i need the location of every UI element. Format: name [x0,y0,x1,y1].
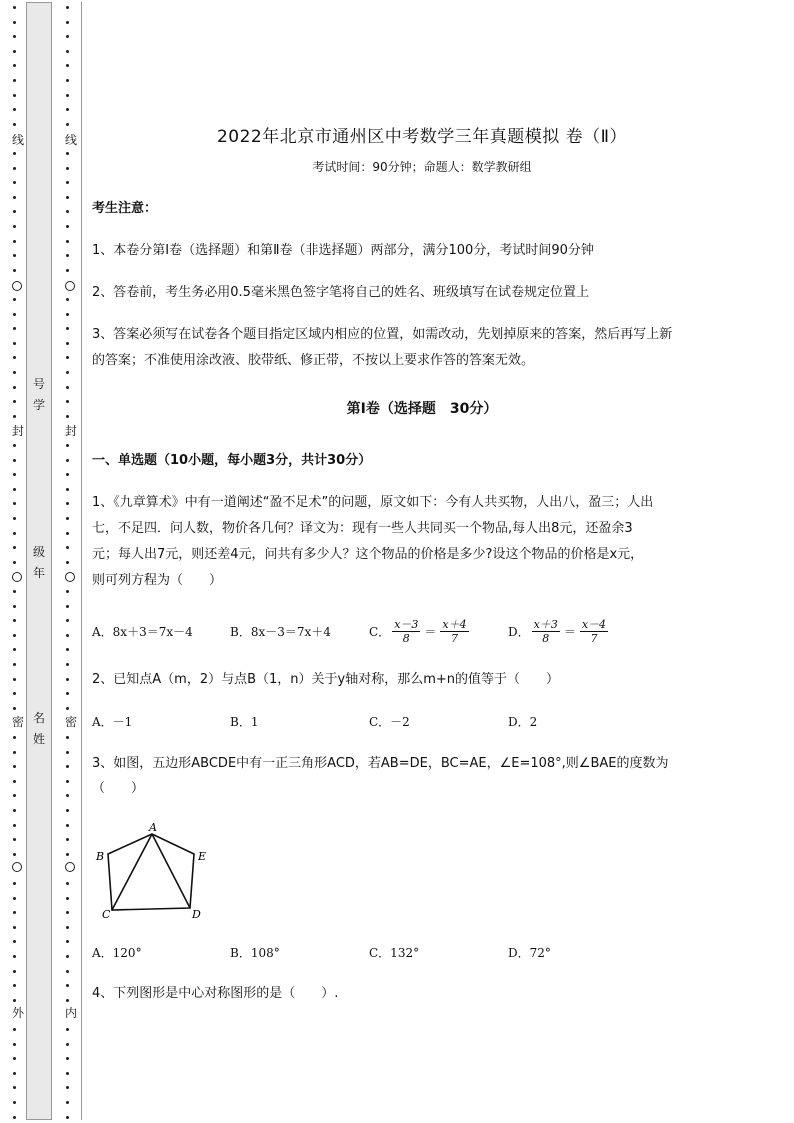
left-dot [13,809,16,812]
left-dot [13,415,16,418]
right-mark-6: 内 [62,1006,80,1020]
right-dot [66,751,69,754]
section-title: 第Ⅰ卷（选择题 30分） [346,401,498,417]
right-dot [66,940,69,943]
fraction-numerator: x＋3 [533,617,558,631]
q2-text: 2、已知点A（m，2）与点B（1，n）关于y轴对称，那么m+n的值等于（ ） [92,672,560,687]
page-subtitle: 考试时间：90分钟；命题人：数学教研组 [312,160,532,174]
left-dot [13,371,16,374]
left-dot [13,94,16,97]
part-heading: 一、单选题（10小题，每小题3分，共计30分） [92,453,372,468]
left-dot [13,794,16,797]
left-mark-6: 外 [9,1006,27,1020]
fraction-numerator: x－4 [581,617,607,631]
q3-option-b[interactable]: B．108° [230,945,280,960]
right-dot [66,386,69,389]
right-dot [66,196,69,199]
q1-option-a[interactable] [92,616,193,646]
right-dot [66,1101,69,1104]
left-dot [13,35,16,38]
left-dot [13,619,16,622]
q2-option-a[interactable]: A．－1 [92,714,133,729]
right-dot [66,210,69,213]
vertex-label-b: B [96,850,105,863]
left-dot [13,225,16,228]
q2-option-d[interactable]: D．2 [508,714,538,729]
right-dot [66,415,69,418]
left-dot [13,692,16,695]
right-dot [66,181,69,184]
right-dot [66,240,69,243]
left-dot [13,853,16,856]
left-dot [13,561,16,564]
left-mark-2: 封 [9,424,27,438]
left-dot [13,240,16,243]
right-circle-mark [65,572,75,582]
vertex-label-e: E [198,850,207,863]
q3-line-2: （ ） [92,781,145,796]
left-dot [13,736,16,739]
right-mark-4: 密 [62,715,80,729]
q1-option-d-fraction-right [580,618,608,645]
right-dot [66,502,69,505]
fraction-numerator: x＋4 [442,617,467,631]
right-dot [66,167,69,170]
left-dot [13,882,16,885]
right-dot [66,356,69,359]
left-dot [13,181,16,184]
left-dot [13,21,16,24]
right-dot [66,765,69,768]
left-dot [13,459,16,462]
left-dot [13,196,16,199]
right-dot [66,926,69,929]
left-dot [13,473,16,476]
q3-line-1: 3、如图，五边形ABCDE中有一正三角形ACD，若AB=DE，BC=AE，∠E=108°,则∠BAE的度数为 [92,756,669,771]
pentagon-figure [92,818,212,922]
right-dot [66,590,69,593]
right-dot [66,1043,69,1046]
q3-option-c[interactable]: C．132° [369,945,420,960]
right-dot [66,152,69,155]
notice-heading: 考生注意： [92,201,158,216]
right-circle-mark [65,862,75,872]
left-dot [13,1101,16,1104]
right-dot [66,1086,69,1089]
left-dot [13,108,16,111]
left-dot [13,1043,16,1046]
left-dot [13,254,16,257]
right-dot [66,298,69,301]
left-dot [13,590,16,593]
left-dot [13,970,16,973]
triangle-side-ad [152,834,190,908]
left-mark-4: 密 [9,715,27,729]
binding-strip [26,2,52,1120]
label-xue: 学 [32,398,45,412]
left-dot [13,707,16,710]
right-dot [66,21,69,24]
left-dot [13,386,16,389]
triangle-side-ac [112,834,152,910]
left-dot [13,298,16,301]
right-dot [66,1116,69,1119]
right-dot [66,1072,69,1075]
left-dot [13,663,16,666]
left-circle-mark [12,862,22,872]
q2-option-b[interactable]: B．1 [230,714,259,729]
right-dot [66,79,69,82]
left-dot [13,167,16,170]
left-dot [13,356,16,359]
right-dot [66,371,69,374]
right-dot [66,517,69,520]
vertex-label-a: A [149,821,157,834]
right-dot [66,64,69,67]
notice-item-3-cont: 的答案；不准使用涂改液、胶带纸、修正带，不按以上要求作答的答案无效。 [92,353,535,368]
left-dot [13,780,16,783]
right-dot [66,663,69,666]
right-mark-0: 线 [62,133,80,147]
label-xing: 姓 [32,732,45,746]
pentagon-outline [108,834,194,910]
left-mark-0: 线 [9,133,27,147]
q1-option-c[interactable] [369,616,471,646]
left-dot [13,634,16,637]
label-hao: 号 [32,377,45,391]
left-dot [13,605,16,608]
left-circle-mark [12,572,22,582]
right-dot [66,692,69,695]
left-dot [13,648,16,651]
q3-option-d[interactable]: D．72° [508,945,551,960]
right-dot [66,1057,69,1060]
left-dot [13,940,16,943]
notice-item-2: 2、答卷前，考生务必用0.5毫米黑色签字笔将自己的姓名、班级填写在试卷规定位置上 [92,285,589,300]
right-dot [66,853,69,856]
notice-item-1: 1、本卷分第I卷（选择题）和第Ⅱ卷（非选择题）两部分，满分100分，考试时间90分钟 [92,243,594,258]
left-dot [13,152,16,155]
right-dot [66,824,69,827]
right-dot [66,955,69,958]
q1-option-d-label: D． [508,624,530,639]
left-dot [13,269,16,272]
q1-options [92,616,752,646]
q2-options [92,706,752,736]
left-dot [13,210,16,213]
q1-line-3: 元；每人出7元，则还差4元，问共有多少人？这个物品的价格是多少?设这个物品的价格是x元， [92,547,644,562]
q1-option-d[interactable] [508,616,610,646]
right-dot [66,561,69,564]
right-dot [66,35,69,38]
left-dot [13,400,16,403]
right-dot [66,736,69,739]
right-circle-mark [65,281,75,291]
right-dot [66,6,69,9]
right-dot [66,50,69,53]
q1-option-b-text: B．8x－3＝7x＋4 [230,624,331,639]
left-dot [13,342,16,345]
left-dot [13,502,16,505]
right-dot [66,123,69,126]
left-circle-mark [12,281,22,291]
right-dot [66,400,69,403]
q1-option-a-text: A．8x＋3＝7x－4 [92,624,193,639]
left-dot [13,751,16,754]
q1-line-4: 则可列方程为（ ） [92,573,223,588]
q1-option-d-fraction-left [532,618,560,645]
page-title: 2022年北京市通州区中考数学三年真题模拟 卷（Ⅱ） [216,127,628,147]
left-dot [13,911,16,914]
binding-outer-line [81,2,82,1120]
right-dot [66,94,69,97]
left-dot [13,999,16,1002]
right-dot [66,707,69,710]
right-dot [66,254,69,257]
fraction-numerator: x－3 [394,617,419,631]
left-dot [13,897,16,900]
q1-option-c-fraction-left [392,618,420,645]
left-dot [13,488,16,491]
binding-dots-left [13,0,23,1123]
left-dot [13,64,16,67]
right-dot [66,605,69,608]
right-dot [66,648,69,651]
q1-option-c-fraction-right [440,618,468,645]
left-dot [13,50,16,53]
left-dot [13,444,16,447]
right-dot [66,809,69,812]
left-dot [13,984,16,987]
right-dot [66,970,69,973]
notice-item-3: 3、答案必须写在试卷各个题目指定区域内相应的位置，如需改动，先划掉原来的答案，然后再写上新 [92,327,673,342]
right-dot [66,678,69,681]
left-dot [13,6,16,9]
left-dot [13,1086,16,1089]
vertex-label-c: C [102,908,111,921]
q2-option-c[interactable]: C．－2 [369,714,410,729]
left-dot [13,546,16,549]
right-dot [66,882,69,885]
right-dot [66,108,69,111]
right-dot [66,327,69,330]
fraction-denominator: 7 [451,631,458,645]
fraction-denominator: 8 [402,631,410,645]
left-dot [13,824,16,827]
left-dot [13,532,16,535]
equals-sign: ＝ [563,624,576,639]
label-ji: 级 [32,545,45,559]
q3-option-a[interactable]: A．120° [92,945,142,960]
left-dot [13,838,16,841]
left-dot [13,1116,16,1119]
q4-text: 4、下列图形是中心对称图形的是（ ）. [92,986,339,1001]
left-dot [13,1028,16,1031]
left-dot [13,1072,16,1075]
right-dot [66,342,69,345]
right-dot [66,225,69,228]
q1-line-2: 七，不足四．问人数，物价各几何？译文为：现有一些人共同买一个物品,每人出8元，还盈余3 [92,521,633,536]
right-dot [66,488,69,491]
right-dot [66,794,69,797]
right-dot [66,459,69,462]
right-dot [66,999,69,1002]
left-dot [13,123,16,126]
label-nian: 年 [32,566,45,580]
right-mark-2: 封 [62,424,80,438]
q1-line-1: 1、《九章算术》中有一道阐述“盈不足术”的问题，原文如下：今有人共买物，人出八，盈三；人出 [92,495,654,510]
left-dot [13,1057,16,1060]
right-dot [66,619,69,622]
q1-option-b[interactable] [230,616,331,646]
left-dot [13,517,16,520]
right-dot [66,634,69,637]
right-dot [66,473,69,476]
fraction-denominator: 7 [590,631,598,645]
q3-options [92,937,752,967]
right-dot [66,532,69,535]
right-dot [66,897,69,900]
left-dot [13,313,16,316]
binding-dots-right [66,0,76,1123]
left-dot [13,79,16,82]
right-dot [66,1028,69,1031]
right-dot [66,444,69,447]
fraction-denominator: 8 [542,631,550,645]
right-dot [66,546,69,549]
equals-sign: ＝ [424,624,437,639]
label-ming: 名 [32,711,45,725]
right-dot [66,780,69,783]
right-dot [66,984,69,987]
left-dot [13,926,16,929]
right-dot [66,313,69,316]
left-dot [13,955,16,958]
left-dot [13,678,16,681]
right-dot [66,838,69,841]
vertex-label-d: D [192,908,201,921]
right-dot [66,269,69,272]
left-dot [13,327,16,330]
left-dot [13,765,16,768]
right-dot [66,911,69,914]
q1-option-c-label: C． [369,624,391,639]
